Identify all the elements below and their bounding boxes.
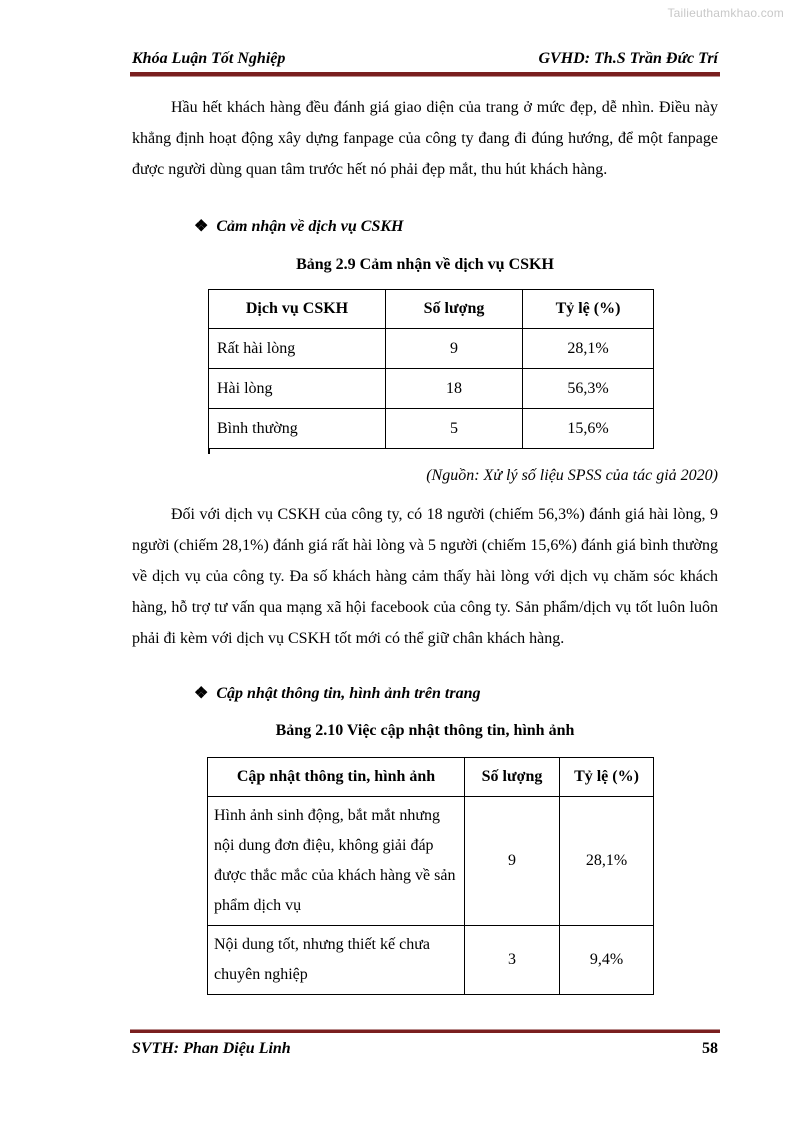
table-cell: Bình thường (209, 409, 386, 449)
page-number: 58 (702, 1040, 718, 1057)
column-header: Số lượng (386, 290, 523, 329)
section-heading-cskh: ❖ Cảm nhận về dịch vụ CSKH (194, 218, 404, 235)
page-footer (132, 1040, 718, 1058)
table-cell: Nội dung tốt, nhưng thiết kế chưa chuyên nghiệp (208, 926, 465, 995)
table-corner-mark (208, 448, 210, 454)
column-header: Dịch vụ CSKH (209, 290, 386, 329)
header-title: Khóa Luận Tốt Nghiệp (132, 50, 286, 67)
watermark: Tailieuthamkhao.com (667, 6, 784, 20)
table-cell: 28,1% (523, 329, 654, 369)
table-header-row (208, 758, 654, 797)
column-header: Cập nhật thông tin, hình ảnh (208, 758, 465, 797)
table-cell: 28,1% (560, 797, 654, 926)
table-row (209, 409, 654, 449)
table-cell: 18 (386, 369, 523, 409)
column-header: Tỷ lệ (%) (523, 290, 654, 329)
paragraph-intro: Hầu hết khách hàng đều đánh giá giao diện của trang ở mức đẹp, dễ nhìn. Điều này khẳng định hoạt động xây dựng fanpage của công ty đang đi đúng hướng, để một fanpage được người dùng quan tâm trước hết nó phải đẹp mắt, thu hút khách hàng. (132, 99, 718, 178)
paragraph-cskh-analysis: Đối với dịch vụ CSKH của công ty, có 18 người (chiếm 56,3%) đánh giá hài lòng, 9 người (chiếm 28,1%) đánh giá rất hài lòng và 5 người (chiếm 15,6%) đánh giá bình thường về dịch vụ của công ty. Đa số khách hàng cảm thấy hài lòng với dịch vụ chăm sóc khách hàng, hỗ trợ tư vấn qua mạng xã hội facebook của công ty. Sản phẩm/dịch vụ tốt luôn luôn phải đi kèm với dịch vụ CSKH tốt mới có thể giữ chân khách hàng. (132, 506, 718, 647)
footer-author: SVTH: Phan Diệu Linh (132, 1040, 291, 1057)
table-row (209, 329, 654, 369)
table-source-note: (Nguồn: Xử lý số liệu SPSS của tác giả 2020) (426, 467, 718, 484)
table-cell: Hình ảnh sinh động, bắt mắt nhưng nội dung đơn điệu, không giải đáp được thắc mắc của khách hàng về sản phẩm dịch vụ (208, 797, 465, 926)
diamond-bullet-icon: ❖ (194, 685, 209, 702)
table-row (208, 797, 654, 926)
header-advisor: GVHD: Th.S Trần Đức Trí (538, 50, 718, 67)
diamond-bullet-icon: ❖ (194, 218, 209, 235)
table-cell: 5 (386, 409, 523, 449)
table-caption-2-9: Bảng 2.9 Cảm nhận về dịch vụ CSKH (296, 256, 554, 273)
table-row (209, 369, 654, 409)
table-cell: 3 (465, 926, 560, 995)
table-cskh (208, 289, 654, 449)
table-cell: Hài lòng (209, 369, 386, 409)
footer-rule (130, 1029, 720, 1033)
table-caption-2-10: Bảng 2.10 Việc cập nhật thông tin, hình ảnh (275, 722, 575, 739)
table-cell: 15,6% (523, 409, 654, 449)
table-header-row (209, 290, 654, 329)
page-header (132, 50, 718, 68)
column-header: Tỷ lệ (%) (560, 758, 654, 797)
table-cell: Rất hài lòng (209, 329, 386, 369)
table-cell: 9 (465, 797, 560, 926)
section-heading-update: ❖ Cập nhật thông tin, hình ảnh trên trang (194, 685, 481, 702)
column-header: Số lượng (465, 758, 560, 797)
table-cell: 56,3% (523, 369, 654, 409)
table-cell: 9 (386, 329, 523, 369)
table-cell: 9,4% (560, 926, 654, 995)
table-row (208, 926, 654, 995)
table-update (207, 757, 654, 995)
header-rule (130, 72, 720, 77)
